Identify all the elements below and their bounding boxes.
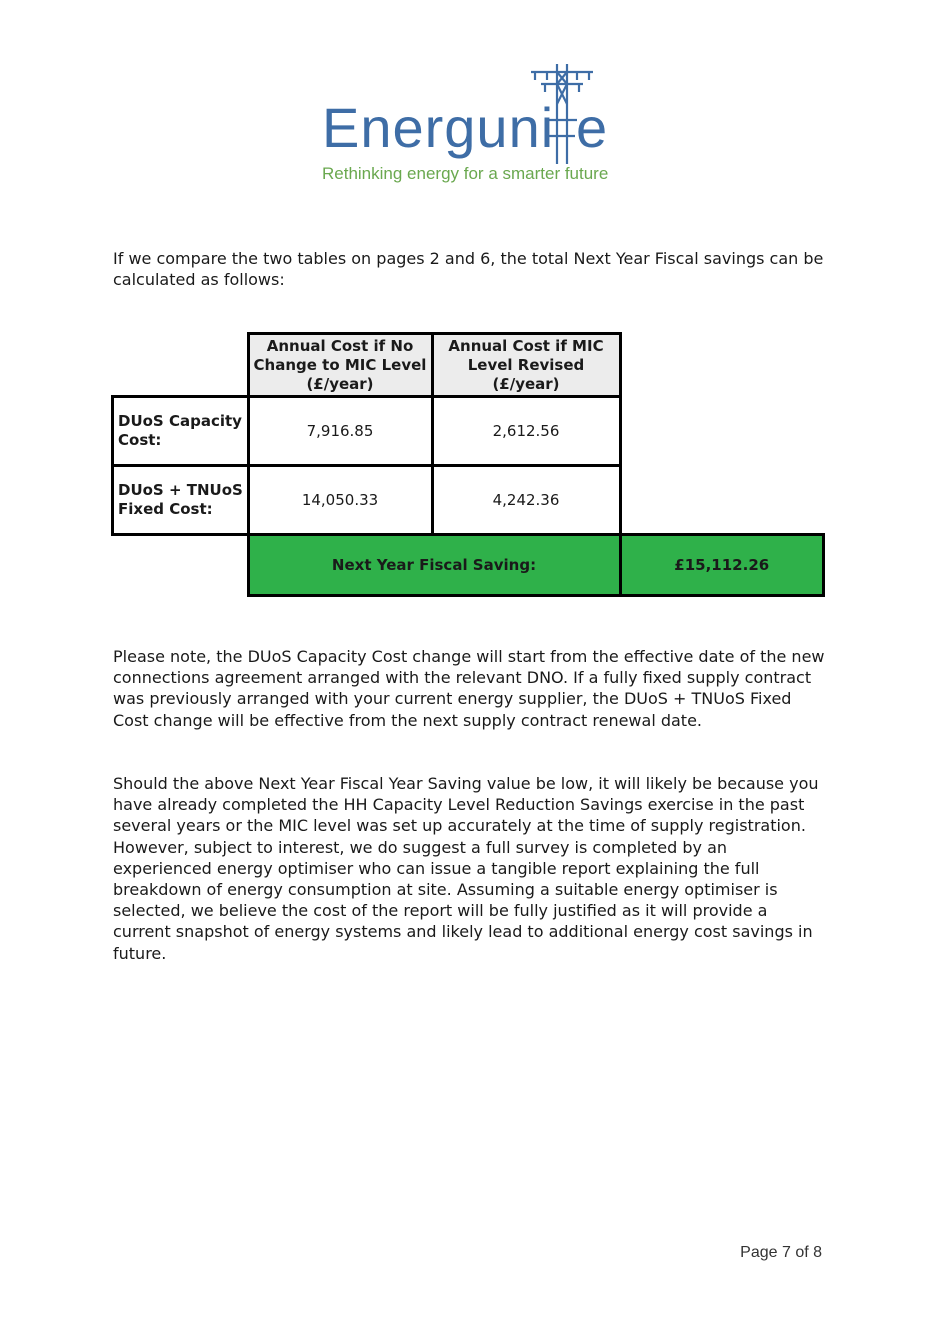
empty-cell bbox=[620, 466, 824, 535]
page-number: Page 7 of 8 bbox=[740, 1244, 822, 1261]
header-revised: Annual Cost if MIC Level Revised (£/year) bbox=[432, 334, 620, 397]
empty-cell bbox=[113, 535, 249, 596]
row-label-duos-capacity: DUoS Capacity Cost: bbox=[113, 397, 249, 466]
empty-header-cell bbox=[620, 334, 824, 397]
note-paragraph: Please note, the DUoS Capacity Cost change will start from the effective date of the new connections agreement arranged with the relevant DNO. If a fully fixed supply contract was previously arranged with your current energy supplier, the DUoS + TNUoS Fixed Cost change will be effective from the next supply contract renewal date. bbox=[113, 647, 825, 730]
saving-value: £15,112.26 bbox=[620, 535, 824, 596]
header-no-change: Annual Cost if No Change to MIC Level (£/year) bbox=[248, 334, 432, 397]
table-header-row bbox=[113, 334, 824, 397]
saving-row bbox=[113, 535, 824, 596]
cell-duos-no-change: 7,916.85 bbox=[248, 397, 432, 466]
intro-paragraph: If we compare the two tables on pages 2 and 6, the total Next Year Fiscal savings can be calculated as follows: bbox=[113, 249, 824, 290]
row-label-duos-tnuos: DUoS + TNUoS Fixed Cost: bbox=[113, 466, 249, 535]
logo-wordmark-tail: e bbox=[576, 96, 608, 159]
cell-tnuos-no-change: 14,050.33 bbox=[248, 466, 432, 535]
empty-cell bbox=[620, 397, 824, 466]
cell-tnuos-revised: 4,242.36 bbox=[432, 466, 620, 535]
table-row bbox=[113, 466, 824, 535]
advice-paragraph: Should the above Next Year Fiscal Year Saving value be low, it will likely be because you have already completed the HH Capacity Level Reduction Savings exercise in the past several years or the MIC level was set up accurately at the time of supply registration. However, subject to interest, we do suggest a full survey is completed by an experienced energy optimiser who can issue a tangible report explaining the full breakdown of energy consumption at site. Assuming a suitable energy optimiser is selected, we believe the cost of the report will be fully justified as it will provide a current snapshot of energy systems and likely lead to additional energy cost savings in future. bbox=[113, 774, 819, 963]
empty-corner-cell bbox=[113, 334, 249, 397]
savings-table bbox=[111, 332, 825, 597]
logo-wordmark: Energuni bbox=[322, 96, 555, 159]
company-logo bbox=[0, 60, 936, 190]
table-row bbox=[113, 397, 824, 466]
saving-label: Next Year Fiscal Saving: bbox=[248, 535, 620, 596]
logo-tagline: Rethinking energy for a smarter future bbox=[322, 164, 609, 183]
cell-duos-revised: 2,612.56 bbox=[432, 397, 620, 466]
